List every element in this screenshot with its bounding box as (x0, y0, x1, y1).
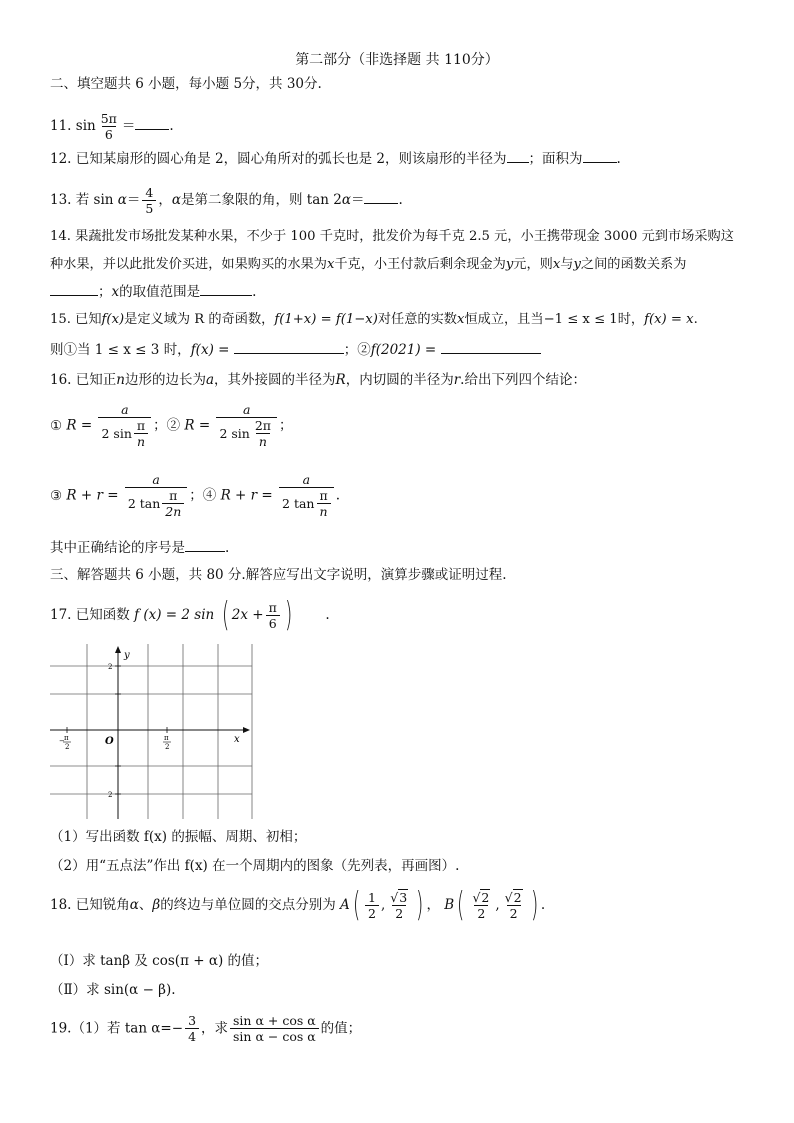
tick-label-x-right: π (164, 734, 169, 742)
question-12: 12. 已知某扇形的圆心角是 2，圆心角所对的弧长也是 2，则该扇形的半径为 ；面积为 . (50, 151, 621, 167)
section-2-heading: 二、填空题共 6 小题，每小题 5分，共 30分. (50, 76, 322, 92)
question-11: 11. sin $\frac{5\pi}{6}$ ＝ . (50, 111, 174, 142)
answer-blank[interactable] (364, 191, 398, 204)
tick-label-x-left: π (64, 734, 69, 742)
part-title: 第二部分（非选择题 共 110分） (295, 52, 499, 68)
answer-blank[interactable] (200, 283, 252, 296)
x-axis-label: x (234, 734, 240, 745)
question-16-conclusions-1-2: ① R = a 2 sin $\frac{\pi}{n}$ ；② R = a 2 sin $\frac{2\pi}{n}$ ； (50, 402, 293, 449)
coordinate-grid (50, 644, 260, 819)
answer-blank[interactable] (441, 341, 541, 354)
answer-blank[interactable] (234, 341, 344, 354)
section-3-heading: 三、解答题共 6 小题，共 80 分.解答应写出文字说明，演算步骤或证明过程. (50, 567, 507, 583)
origin-label: O (105, 736, 114, 747)
tick-label-y-top: 2 (108, 663, 113, 671)
question-17-part-2: （2）用“五点法”作出 f(x) 在一个周期内的图象（先列表，再画图）. (50, 858, 460, 874)
question-19: 19.（1）若 tan α=− $\frac{3}{4}$ ，求 $\frac{\text{sin α + cos α}}{\text{sin α − cos α}}$ 的值； (50, 1013, 362, 1044)
question-13: 13. 若 sin α＝ $\frac{4}{5}$ ，α是第二象限的角，则 tan 2α＝ . (50, 185, 403, 216)
question-14-line-1: 14. 果蔬批发市场批发某种水果，不少于 100 千克时，批发价为每千克 2.5 元，小王携带现金 3000 元到市场采购这 (50, 229, 734, 244)
tick-label-x-right-den: 2 (165, 743, 170, 751)
y-axis-arrow (115, 646, 121, 653)
answer-blank[interactable] (507, 150, 529, 163)
answer-blank[interactable] (135, 117, 169, 130)
question-18-part-1: （Ⅰ）求 tanβ 及 cos(π + α) 的值； (50, 953, 269, 969)
question-15-line-2: 则①当 1 ≤ x ≤ 3 时，f(x) = ；②f(2021) = (50, 340, 764, 360)
answer-blank[interactable] (583, 150, 617, 163)
question-16-intro: 16. 已知正n边形的边长为a，其外接圆的半径为R，内切圆的半径为r.给出下列四个结论： (50, 372, 586, 388)
question-15-line-1: 15. 已知f(x)是定义域为 R 的奇函数，f(1+x) = f(1−x)对任意的实数x恒成立，且当−1 ≤ x ≤ 1时，f(x) = x. (50, 312, 698, 327)
question-14-line-3: ；x的取值范围是 . (50, 282, 764, 302)
tick-label-y-bottom: 2 (108, 791, 113, 799)
question-17-part-1: （1）写出函数 f(x) 的振幅、周期、初相； (50, 829, 307, 845)
tick-label-x-left-sign: − (59, 737, 65, 745)
question-16-conclusions-3-4: ③ R + r = a 2 tan $\frac{\pi}{2n}$ ；④ R + r = a 2 tan $\frac{\pi}{n}$ . (50, 472, 340, 519)
y-axis-label: y (124, 650, 130, 661)
question-16-ask: 其中正确结论的序号是 . (50, 540, 230, 556)
answer-blank[interactable] (50, 283, 98, 296)
x-axis-arrow (243, 727, 250, 733)
question-18-part-2: （Ⅱ）求 sin(α − β). (50, 982, 176, 998)
grid-lines (50, 644, 252, 819)
answer-blank[interactable] (185, 539, 225, 552)
question-18: 18. 已知锐角α、β的终边与单位圆的交点分别为 A( $\frac{1}{2}$ , $\frac{√3}{2}$ ) ， B( $\frac{√2}{2}$ , $\frac{√2}{2}$ ) . (50, 885, 546, 925)
question-17: 17. 已知函数 f (x) = 2 sin ( 2x + $\frac{\pi}{6}$ ) . (50, 595, 330, 635)
tick-label-x-left-den: 2 (65, 743, 70, 751)
question-14-line-2: 种水果，并以此批发价买进，如果购买的水果为x千克，小王付款后剩余现金为y元，则x与y之间的函数关系为 (50, 257, 687, 272)
